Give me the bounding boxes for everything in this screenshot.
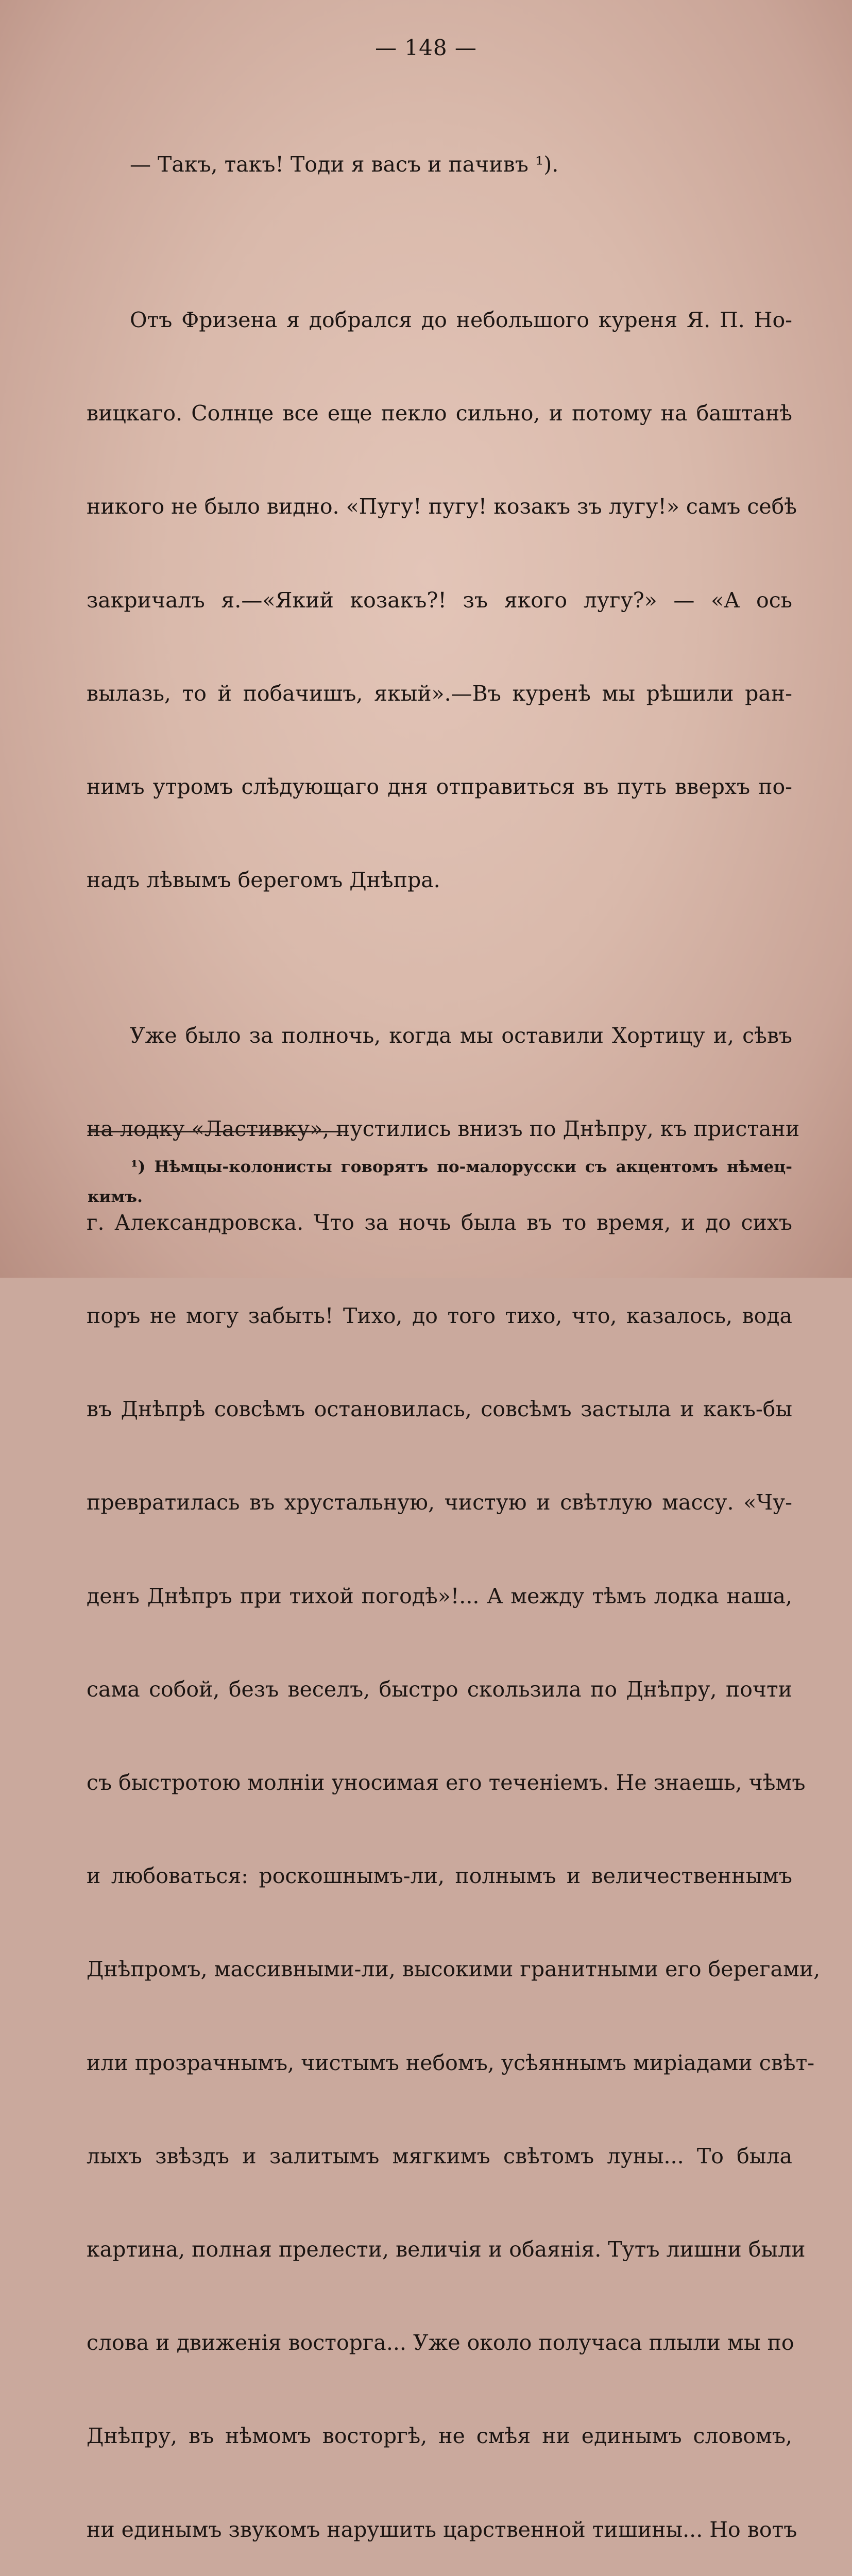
text-line: въ Днѣпрѣ совсѣмъ остановилась, совсѣмъ застыла и какъ-бы	[87, 1397, 792, 1422]
text-line: Уже было за полночь, когда мы оставили Хортицу и, сѣвъ	[130, 1023, 792, 1048]
footnote-line: ¹) Нѣмцы-колонисты говорятъ по-малорусски съ акцентомъ нѣмец-	[131, 1158, 792, 1176]
text-line: вицкаго. Солнце все еще пекло сильно, и потому на баштанѣ	[87, 401, 792, 426]
text-line: г. Александровска. Что за ночь была въ то время, и до сихъ	[87, 1210, 792, 1235]
footnote	[88, 1152, 792, 1212]
body-text	[87, 87, 821, 2576]
paragraph	[87, 242, 797, 958]
text-line: сама собой, безъ веселъ, быстро скользила по Днѣпру, почти	[87, 1676, 792, 1702]
text-line: или прозрачнымъ, чистымъ небомъ, усѣяннымъ миріадами свѣт-	[87, 2050, 815, 2075]
text-line: слова и движенія восторга... Уже около получаса плыли мы по	[87, 2330, 794, 2355]
footnote-line: кимъ.	[88, 1188, 143, 1206]
text-line: поръ не могу забыть! Тихо, до того тихо, что, казалось, вода	[87, 1303, 792, 1328]
text-line: ни единымъ звукомъ нарушить царственной тишины... Но вотъ	[87, 2517, 797, 2542]
text-line: — Такъ, такъ! Тоди я васъ и пачивъ ¹).	[130, 151, 559, 177]
footnote-divider	[88, 1131, 348, 1132]
paragraph	[87, 87, 792, 242]
text-line: превратилась въ хрустальную, чистую и свѣтлую массу. «Чу-	[87, 1490, 792, 1515]
text-line: закричалъ я.—«Який козакъ?! зъ якого лугу?» — «А ось	[87, 587, 792, 613]
text-line: Отъ Фризена я добрался до небольшого куреня Я. П. Но-	[130, 307, 792, 332]
text-line: вылазь, то й побачишъ, якый».—Въ куренѣ мы рѣшили ран-	[87, 681, 792, 706]
text-line: и любоваться: роскошнымъ-ли, полнымъ и величественнымъ	[87, 1863, 792, 1889]
text-line: картина, полная прелести, величія и обаянія. Тутъ лишни были	[87, 2237, 806, 2262]
text-line: лыхъ звѣздъ и залитымъ мягкимъ свѣтомъ луны... То была	[87, 2143, 792, 2168]
text-line: Днѣпру, въ нѣмомъ восторгѣ, не смѣя ни единымъ словомъ,	[87, 2424, 792, 2449]
text-line: денъ Днѣпръ при тихой погодѣ»!... А между тѣмъ лодка наша,	[87, 1583, 792, 1608]
text-line: нимъ утромъ слѣдующаго дня отправиться въ путь вверхъ по-	[87, 774, 792, 799]
text-line: съ быстротою молніи уносимая его теченіемъ. Не знаешь, чѣмъ	[87, 1770, 806, 1795]
text-line: надъ лѣвымъ берегомъ Днѣпра.	[87, 868, 440, 893]
page-number: — 148 —	[375, 35, 477, 60]
text-line: никого не было видно. «Пугу! пугу! козакъ зъ лугу!» самъ себѣ	[87, 494, 797, 519]
text-line: Днѣпромъ, массивными-ли, высокими гранитными его берегами,	[87, 1957, 821, 1982]
text-line: на лодку «Ластивку», пустились внизъ по Днѣпру, къ пристани	[87, 1116, 800, 1142]
